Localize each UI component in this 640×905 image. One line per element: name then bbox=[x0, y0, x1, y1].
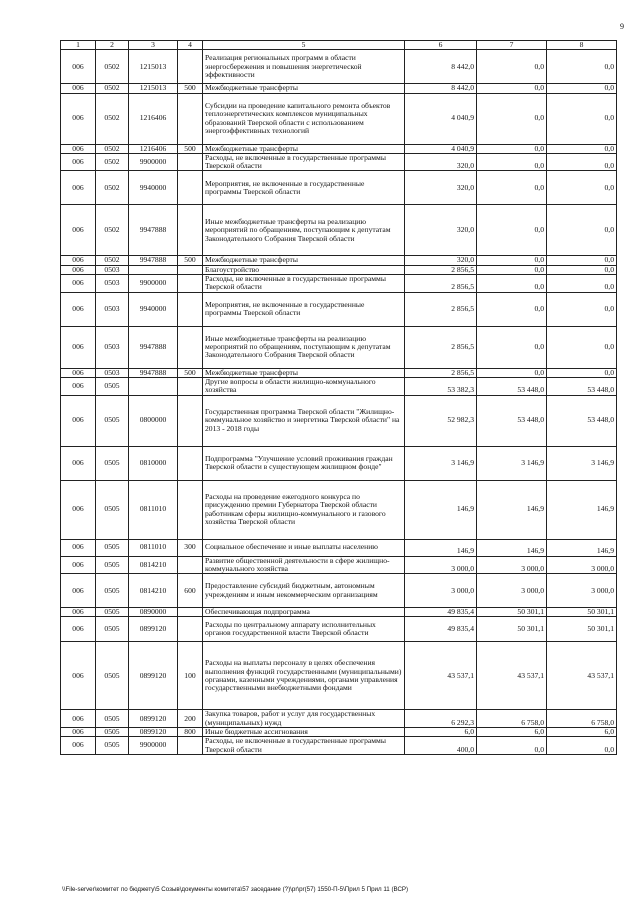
row-value-col7: 6,0 bbox=[477, 728, 547, 737]
row-value-col8: 0,0 bbox=[547, 93, 617, 144]
row-value-col6: 146,9 bbox=[405, 480, 477, 539]
row-chapter-code: 006 bbox=[61, 608, 96, 617]
row-chapter-code: 006 bbox=[61, 93, 96, 144]
row-target-code: 9947888 bbox=[129, 326, 178, 368]
row-description: Иные межбюджетные трансферты на реализацию мероприятий по обращениям, поступающим к депутатам Законодательного Собрания Тверской области bbox=[203, 326, 405, 368]
row-value-col6: 53 382,3 bbox=[405, 377, 477, 395]
row-section-code: 0505 bbox=[96, 608, 129, 617]
row-target-code: 0899120 bbox=[129, 617, 178, 642]
row-chapter-code: 006 bbox=[61, 205, 96, 256]
row-description: Мероприятия, не включенные в государственные программы Тверской области bbox=[203, 292, 405, 326]
row-target-code: 0814210 bbox=[129, 556, 178, 574]
row-section-code: 0502 bbox=[96, 84, 129, 93]
row-value-col8: 50 301,1 bbox=[547, 608, 617, 617]
row-value-col8: 0,0 bbox=[547, 84, 617, 93]
header-cell: 8 bbox=[547, 41, 617, 50]
row-value-col8: 0,0 bbox=[547, 205, 617, 256]
row-chapter-code: 006 bbox=[61, 480, 96, 539]
row-target-code: 9947888 bbox=[129, 256, 178, 265]
header-cell: 2 bbox=[96, 41, 129, 50]
row-section-code: 0505 bbox=[96, 446, 129, 480]
row-value-col6: 8 442,0 bbox=[405, 50, 477, 84]
table-row bbox=[61, 93, 617, 144]
row-target-code: 9947888 bbox=[129, 368, 178, 377]
file-path-footer: \\File-server\комитет по бюджету\5 Созыв\документы комитета\57 заседание (?)\pr\pr(57) 1550-П-5\Прил 5 Прил 11 (ВСР) bbox=[62, 886, 409, 893]
row-chapter-code: 006 bbox=[61, 171, 96, 205]
row-value-col6: 146,9 bbox=[405, 539, 477, 556]
row-target-code: 9900000 bbox=[129, 275, 178, 293]
row-description: Мероприятия, не включенные в государственные программы Тверской области bbox=[203, 171, 405, 205]
row-target-code bbox=[129, 377, 178, 395]
table-row bbox=[61, 539, 617, 556]
row-description: Другие вопросы в области жилищно-коммунального хозяйства bbox=[203, 377, 405, 395]
budget-table bbox=[60, 40, 617, 755]
row-expense-type bbox=[178, 50, 203, 84]
row-section-code: 0502 bbox=[96, 50, 129, 84]
row-expense-type bbox=[178, 737, 203, 755]
row-value-col8: 0,0 bbox=[547, 737, 617, 755]
row-description: Межбюджетные трансферты bbox=[203, 84, 405, 93]
row-value-col6: 52 982,3 bbox=[405, 395, 477, 446]
row-value-col7: 0,0 bbox=[477, 275, 547, 293]
row-value-col7: 0,0 bbox=[477, 144, 547, 153]
row-value-col7: 0,0 bbox=[477, 171, 547, 205]
row-chapter-code: 006 bbox=[61, 326, 96, 368]
row-expense-type: 500 bbox=[178, 368, 203, 377]
row-section-code: 0505 bbox=[96, 737, 129, 755]
table-row bbox=[61, 710, 617, 728]
row-description: Межбюджетные трансферты bbox=[203, 256, 405, 265]
row-description: Межбюджетные трансферты bbox=[203, 144, 405, 153]
row-section-code: 0505 bbox=[96, 539, 129, 556]
row-expense-type: 800 bbox=[178, 728, 203, 737]
row-expense-type bbox=[178, 153, 203, 171]
row-description: Расходы на проведение ежегодного конкурса по присуждению премии Губернатора Тверской области работникам сферы жилищно-коммунального и газового хозяйства Тверской области bbox=[203, 480, 405, 539]
row-expense-type bbox=[178, 395, 203, 446]
row-description: Расходы, не включенные в государственные программы Тверской области bbox=[203, 275, 405, 293]
row-description: Расходы, не включенные в государственные программы Тверской области bbox=[203, 737, 405, 755]
table-row bbox=[61, 556, 617, 574]
row-value-col6: 8 442,0 bbox=[405, 84, 477, 93]
row-chapter-code: 006 bbox=[61, 275, 96, 293]
row-section-code: 0503 bbox=[96, 326, 129, 368]
row-value-col8: 0,0 bbox=[547, 326, 617, 368]
row-value-col8: 0,0 bbox=[547, 368, 617, 377]
row-chapter-code: 006 bbox=[61, 395, 96, 446]
row-value-col6: 4 040,9 bbox=[405, 144, 477, 153]
row-value-col8: 43 537,1 bbox=[547, 642, 617, 710]
row-value-col8: 6 758,0 bbox=[547, 710, 617, 728]
row-target-code: 0899120 bbox=[129, 710, 178, 728]
table-row bbox=[61, 275, 617, 293]
row-value-col8: 0,0 bbox=[547, 50, 617, 84]
row-value-col6: 320,0 bbox=[405, 171, 477, 205]
row-description: Предоставление субсидий бюджетным, автономным учреждениям и иным некоммерческим организациям bbox=[203, 574, 405, 608]
row-value-col8: 3 000,0 bbox=[547, 556, 617, 574]
row-target-code: 1216406 bbox=[129, 144, 178, 153]
row-value-col6: 2 856,5 bbox=[405, 265, 477, 274]
row-value-col7: 0,0 bbox=[477, 50, 547, 84]
row-value-col7: 53 448,0 bbox=[477, 395, 547, 446]
row-description: Благоустройство bbox=[203, 265, 405, 274]
row-section-code: 0502 bbox=[96, 205, 129, 256]
row-section-code: 0502 bbox=[96, 171, 129, 205]
row-value-col7: 0,0 bbox=[477, 205, 547, 256]
row-chapter-code: 006 bbox=[61, 50, 96, 84]
row-expense-type bbox=[178, 326, 203, 368]
header-cell: 5 bbox=[203, 41, 405, 50]
row-target-code: 0811010 bbox=[129, 539, 178, 556]
table-row bbox=[61, 368, 617, 377]
row-value-col7: 146,9 bbox=[477, 480, 547, 539]
row-value-col6: 49 835,4 bbox=[405, 608, 477, 617]
row-value-col7: 0,0 bbox=[477, 153, 547, 171]
row-section-code: 0505 bbox=[96, 574, 129, 608]
row-value-col7: 50 301,1 bbox=[477, 617, 547, 642]
row-value-col8: 146,9 bbox=[547, 480, 617, 539]
row-expense-type bbox=[178, 446, 203, 480]
row-section-code: 0502 bbox=[96, 256, 129, 265]
table-row bbox=[61, 395, 617, 446]
row-value-col6: 2 856,5 bbox=[405, 368, 477, 377]
row-target-code: 9900000 bbox=[129, 153, 178, 171]
row-expense-type bbox=[178, 617, 203, 642]
row-value-col6: 3 000,0 bbox=[405, 556, 477, 574]
row-value-col7: 3 146,9 bbox=[477, 446, 547, 480]
table-row bbox=[61, 480, 617, 539]
table-row bbox=[61, 171, 617, 205]
table-row bbox=[61, 728, 617, 737]
row-value-col8: 0,0 bbox=[547, 171, 617, 205]
row-value-col8: 0,0 bbox=[547, 144, 617, 153]
row-section-code: 0503 bbox=[96, 368, 129, 377]
row-description: Иные бюджетные ассигнования bbox=[203, 728, 405, 737]
row-value-col6: 43 537,1 bbox=[405, 642, 477, 710]
row-value-col7: 0,0 bbox=[477, 265, 547, 274]
row-description: Закупка товаров, работ и услуг для государственных (муниципальных) нужд bbox=[203, 710, 405, 728]
row-description: Обеспечивающая подпрограмма bbox=[203, 608, 405, 617]
row-value-col6: 49 835,4 bbox=[405, 617, 477, 642]
row-value-col6: 2 856,5 bbox=[405, 292, 477, 326]
row-value-col6: 3 146,9 bbox=[405, 446, 477, 480]
row-description: Субсидии на проведение капитального ремонта объектов теплоэнергетических комплексов муниципальных образований Тверской области с использованием энергоэффективных технологий bbox=[203, 93, 405, 144]
row-section-code: 0505 bbox=[96, 480, 129, 539]
row-value-col6: 2 856,5 bbox=[405, 275, 477, 293]
row-value-col7: 0,0 bbox=[477, 84, 547, 93]
row-value-col7: 0,0 bbox=[477, 368, 547, 377]
table-header-row bbox=[61, 41, 617, 50]
row-chapter-code: 006 bbox=[61, 737, 96, 755]
row-value-col7: 53 448,0 bbox=[477, 377, 547, 395]
row-chapter-code: 006 bbox=[61, 256, 96, 265]
table-body bbox=[61, 50, 617, 755]
row-section-code: 0502 bbox=[96, 93, 129, 144]
row-description: Реализация региональных программ в области энергосбережения и повышения энергетической эффективности bbox=[203, 50, 405, 84]
row-expense-type bbox=[178, 275, 203, 293]
row-chapter-code: 006 bbox=[61, 377, 96, 395]
row-value-col6: 3 000,0 bbox=[405, 574, 477, 608]
row-section-code: 0505 bbox=[96, 728, 129, 737]
row-target-code: 1215013 bbox=[129, 50, 178, 84]
row-expense-type: 600 bbox=[178, 574, 203, 608]
row-chapter-code: 006 bbox=[61, 617, 96, 642]
row-value-col8: 50 301,1 bbox=[547, 617, 617, 642]
row-chapter-code: 006 bbox=[61, 368, 96, 377]
row-expense-type bbox=[178, 93, 203, 144]
row-description: Расходы, не включенные в государственные программы Тверской области bbox=[203, 153, 405, 171]
row-value-col6: 320,0 bbox=[405, 256, 477, 265]
row-value-col6: 4 040,9 bbox=[405, 93, 477, 144]
table-row bbox=[61, 84, 617, 93]
row-value-col8: 0,0 bbox=[547, 256, 617, 265]
row-expense-type bbox=[178, 608, 203, 617]
row-chapter-code: 006 bbox=[61, 153, 96, 171]
row-value-col8: 53 448,0 bbox=[547, 395, 617, 446]
row-value-col7: 0,0 bbox=[477, 326, 547, 368]
row-target-code: 0899120 bbox=[129, 642, 178, 710]
header-cell: 7 bbox=[477, 41, 547, 50]
table-row bbox=[61, 617, 617, 642]
row-chapter-code: 006 bbox=[61, 710, 96, 728]
row-description: Государственная программа Тверской области "Жилищно-коммунальное хозяйство и энергетика Тверской области" на 2013 - 2018 годы bbox=[203, 395, 405, 446]
row-section-code: 0505 bbox=[96, 556, 129, 574]
row-value-col7: 6 758,0 bbox=[477, 710, 547, 728]
row-target-code: 0899120 bbox=[129, 728, 178, 737]
row-description: Иные межбюджетные трансферты на реализацию мероприятий по обращениям, поступающим к депутатам Законодательного Собрания Тверской области bbox=[203, 205, 405, 256]
header-cell: 3 bbox=[129, 41, 178, 50]
table-row bbox=[61, 50, 617, 84]
row-target-code: 9940000 bbox=[129, 171, 178, 205]
row-expense-type bbox=[178, 377, 203, 395]
row-expense-type: 300 bbox=[178, 539, 203, 556]
table-row bbox=[61, 446, 617, 480]
table-row bbox=[61, 265, 617, 274]
row-value-col7: 0,0 bbox=[477, 256, 547, 265]
row-expense-type: 500 bbox=[178, 144, 203, 153]
table-row bbox=[61, 642, 617, 710]
row-expense-type bbox=[178, 171, 203, 205]
row-value-col8: 6,0 bbox=[547, 728, 617, 737]
row-section-code: 0503 bbox=[96, 292, 129, 326]
row-value-col7: 0,0 bbox=[477, 292, 547, 326]
header-cell: 1 bbox=[61, 41, 96, 50]
row-value-col8: 0,0 bbox=[547, 275, 617, 293]
row-section-code: 0505 bbox=[96, 642, 129, 710]
row-expense-type bbox=[178, 205, 203, 256]
row-target-code: 9947888 bbox=[129, 205, 178, 256]
row-chapter-code: 006 bbox=[61, 539, 96, 556]
row-chapter-code: 006 bbox=[61, 556, 96, 574]
row-target-code: 0810000 bbox=[129, 446, 178, 480]
table-row bbox=[61, 608, 617, 617]
row-expense-type: 500 bbox=[178, 84, 203, 93]
row-value-col6: 6 292,3 bbox=[405, 710, 477, 728]
row-value-col8: 0,0 bbox=[547, 292, 617, 326]
table-row bbox=[61, 256, 617, 265]
row-description: Развитие общественной деятельности в сфере жилищно-коммунального хозяйства bbox=[203, 556, 405, 574]
row-chapter-code: 006 bbox=[61, 292, 96, 326]
row-chapter-code: 006 bbox=[61, 84, 96, 93]
row-value-col7: 3 000,0 bbox=[477, 574, 547, 608]
row-value-col8: 53 448,0 bbox=[547, 377, 617, 395]
row-value-col8: 3 146,9 bbox=[547, 446, 617, 480]
table-row bbox=[61, 292, 617, 326]
row-expense-type bbox=[178, 556, 203, 574]
row-expense-type bbox=[178, 480, 203, 539]
row-section-code: 0505 bbox=[96, 377, 129, 395]
header-cell: 4 bbox=[178, 41, 203, 50]
row-target-code: 1216406 bbox=[129, 93, 178, 144]
row-description: Расходы на выплаты персоналу в целях обеспечения выполнения функций государственными (муниципальными) органами, казенными учреждениями, органами управления государственными внебюджетными фондами bbox=[203, 642, 405, 710]
row-expense-type bbox=[178, 265, 203, 274]
row-value-col8: 146,9 bbox=[547, 539, 617, 556]
row-target-code: 0811010 bbox=[129, 480, 178, 539]
row-expense-type bbox=[178, 292, 203, 326]
row-value-col6: 6,0 bbox=[405, 728, 477, 737]
row-chapter-code: 006 bbox=[61, 728, 96, 737]
row-value-col7: 50 301,1 bbox=[477, 608, 547, 617]
row-expense-type: 200 bbox=[178, 710, 203, 728]
row-section-code: 0502 bbox=[96, 153, 129, 171]
row-target-code: 0890000 bbox=[129, 608, 178, 617]
row-chapter-code: 006 bbox=[61, 265, 96, 274]
table-row bbox=[61, 737, 617, 755]
row-description: Подпрограмма "Улучшение условий проживания граждан Тверской области в существующем жилищном фонде" bbox=[203, 446, 405, 480]
row-value-col8: 0,0 bbox=[547, 153, 617, 171]
row-value-col6: 400,0 bbox=[405, 737, 477, 755]
row-value-col7: 146,9 bbox=[477, 539, 547, 556]
header-cell: 6 bbox=[405, 41, 477, 50]
row-section-code: 0502 bbox=[96, 144, 129, 153]
row-section-code: 0505 bbox=[96, 617, 129, 642]
row-value-col7: 0,0 bbox=[477, 737, 547, 755]
page-number: 9 bbox=[620, 22, 624, 31]
row-description: Расходы по центральному аппарату исполнительных органов государственной власти Тверской области bbox=[203, 617, 405, 642]
row-value-col8: 3 000,0 bbox=[547, 574, 617, 608]
row-value-col6: 2 856,5 bbox=[405, 326, 477, 368]
row-chapter-code: 006 bbox=[61, 446, 96, 480]
table-row bbox=[61, 377, 617, 395]
row-section-code: 0505 bbox=[96, 710, 129, 728]
row-expense-type: 500 bbox=[178, 256, 203, 265]
row-section-code: 0505 bbox=[96, 395, 129, 446]
row-value-col7: 3 000,0 bbox=[477, 556, 547, 574]
row-chapter-code: 006 bbox=[61, 574, 96, 608]
row-target-code: 9940000 bbox=[129, 292, 178, 326]
table-row bbox=[61, 144, 617, 153]
row-section-code: 0503 bbox=[96, 275, 129, 293]
row-target-code: 1215013 bbox=[129, 84, 178, 93]
row-target-code bbox=[129, 265, 178, 274]
table-row bbox=[61, 205, 617, 256]
row-value-col6: 320,0 bbox=[405, 153, 477, 171]
row-expense-type: 100 bbox=[178, 642, 203, 710]
row-description: Социальное обеспечение и иные выплаты населению bbox=[203, 539, 405, 556]
row-target-code: 9900000 bbox=[129, 737, 178, 755]
table-row bbox=[61, 574, 617, 608]
table-row bbox=[61, 153, 617, 171]
row-target-code: 0800000 bbox=[129, 395, 178, 446]
row-chapter-code: 006 bbox=[61, 144, 96, 153]
row-section-code: 0503 bbox=[96, 265, 129, 274]
row-value-col7: 0,0 bbox=[477, 93, 547, 144]
row-value-col8: 0,0 bbox=[547, 265, 617, 274]
row-target-code: 0814210 bbox=[129, 574, 178, 608]
row-value-col7: 43 537,1 bbox=[477, 642, 547, 710]
table-row bbox=[61, 326, 617, 368]
row-value-col6: 320,0 bbox=[405, 205, 477, 256]
row-chapter-code: 006 bbox=[61, 642, 96, 710]
row-description: Межбюджетные трансферты bbox=[203, 368, 405, 377]
